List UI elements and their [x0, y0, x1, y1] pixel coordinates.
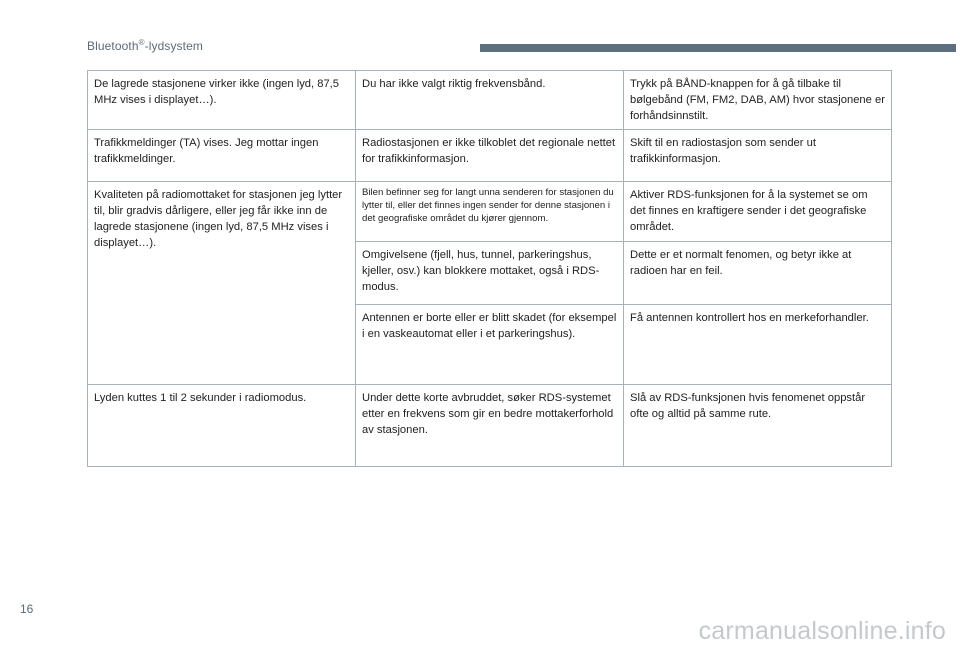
table-row	[88, 385, 892, 467]
section-title-suffix: -lydsystem	[144, 39, 203, 53]
problem-cell: Trafikkmeldinger (TA) vises. Jeg mottar ingen trafikkmeldinger.	[88, 130, 356, 182]
cause-cell: Radiostasjonen er ikke tilkoblet det regionale nettet for trafikkinformasjon.	[356, 130, 624, 182]
problem-cell: De lagrede stasjonene virker ikke (ingen lyd, 87,5 MHz vises i displayet…).	[88, 71, 356, 130]
solution-cell: Få antennen kontrollert hos en merkeforhandler.	[624, 305, 892, 385]
section-title-main: Bluetooth	[87, 39, 139, 53]
problem-cell: Kvaliteten på radiomottaket for stasjonen jeg lytter til, blir gradvis dårligere, eller jeg får ikke inn de lagrede stasjonene (ingen lyd, 87,5 MHz vises i displayet…).	[88, 182, 356, 385]
header-bar	[480, 44, 956, 52]
solution-cell: Aktiver RDS-funksjonen for å la systemet se om det finnes en kraftigere sender i det geografiske området.	[624, 182, 892, 242]
registered-mark: ®	[138, 38, 145, 47]
cause-cell: Omgivelsene (fjell, hus, tunnel, parkeringshus, kjeller, osv.) kan blokkere mottaket, også i RDS-modus.	[356, 242, 624, 305]
solution-cell: Slå av RDS-funksjonen hvis fenomenet oppstår ofte og alltid på samme rute.	[624, 385, 892, 467]
troubleshooting-table	[87, 70, 892, 467]
table-row	[88, 71, 892, 130]
section-title	[87, 38, 203, 53]
watermark: carmanualsonline.info	[698, 617, 946, 645]
table-row	[88, 182, 892, 242]
table-row	[88, 130, 892, 182]
cause-cell: Du har ikke valgt riktig frekvensbånd.	[356, 71, 624, 130]
solution-cell: Trykk på BÅND-knappen for å gå tilbake til bølgebånd (FM, FM2, DAB, AM) hvor stasjonene er forhåndsinnstilt.	[624, 71, 892, 130]
cause-cell: Bilen befinner seg for langt unna senderen for stasjonen du lytter til, eller det finnes ingen sender for denne stasjonen i det geografiske området du kjører gjennom.	[356, 182, 624, 242]
solution-cell: Dette er et normalt fenomen, og betyr ikke at radioen har en feil.	[624, 242, 892, 305]
page-number: 16	[20, 602, 34, 616]
cause-cell: Under dette korte avbruddet, søker RDS-systemet etter en frekvens som gir en bedre mottakerforhold av stasjonen.	[356, 385, 624, 467]
cause-cell: Antennen er borte eller er blitt skadet (for eksempel i en vaskeautomat eller i et parkeringshus).	[356, 305, 624, 385]
solution-cell: Skift til en radiostasjon som sender ut trafikkinformasjon.	[624, 130, 892, 182]
problem-cell: Lyden kuttes 1 til 2 sekunder i radiomodus.	[88, 385, 356, 467]
